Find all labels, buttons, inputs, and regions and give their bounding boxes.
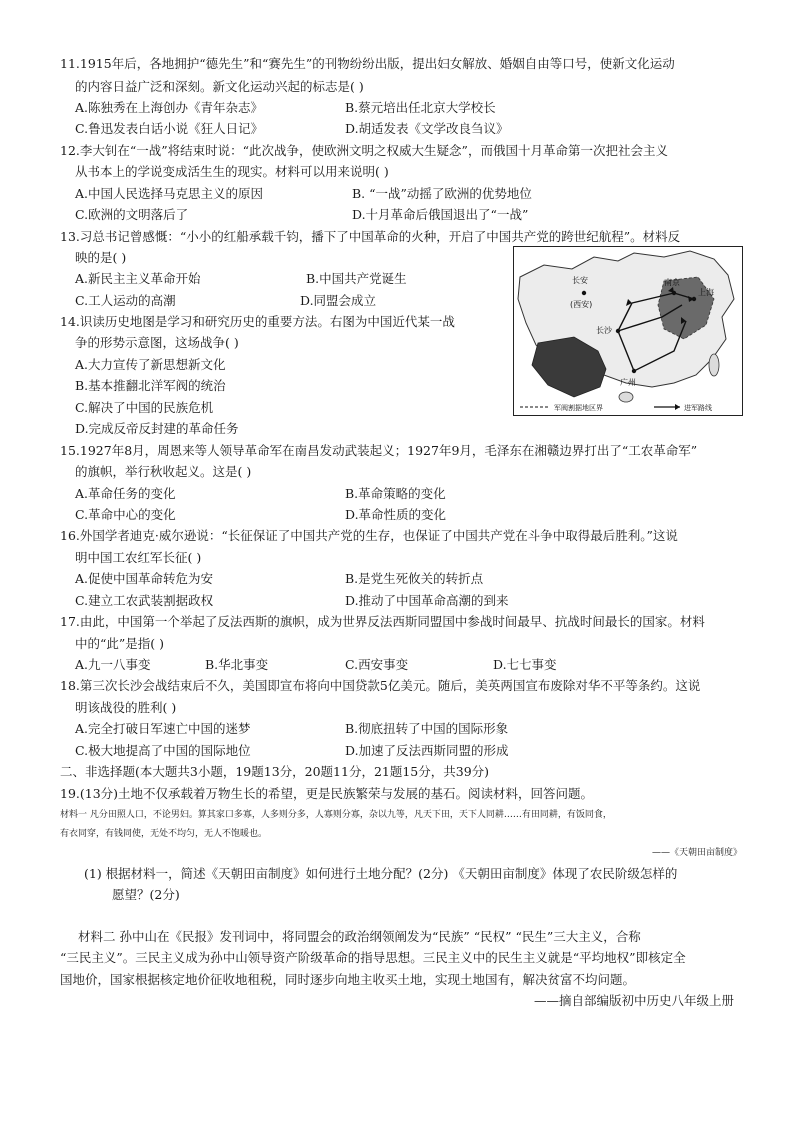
q15-option-d: D.革命性质的变化 — [345, 507, 447, 522]
q13-option-d: D.同盟会成立 — [300, 293, 377, 308]
q12-stem-1: 12.李大钊在“一战”将结束时说：“此次战争，使欧洲文明之权威大生疑念”，而俄国十月革命第一次把社会主义 — [60, 143, 668, 158]
q14-option-a: A.大力宣传了新思想新文化 — [75, 357, 226, 372]
q13-stem-2: 映的是( ) — [75, 250, 127, 265]
q15-option-b: B.革命策略的变化 — [345, 486, 446, 501]
q18-option-c: C.极大地提高了中国的国际地位 — [75, 743, 251, 758]
q15-stem-2: 的旗帜，举行秋收起义。这是( ) — [75, 464, 252, 479]
city-dot-changsha — [616, 329, 620, 333]
q11-option-a: A.陈独秀在上海创办《青年杂志》 — [75, 100, 264, 115]
hainan-shape — [619, 392, 633, 402]
q19-sub1-line-1: (1) 根据材料一，简述《天朝田亩制度》如何进行土地分配？(2分) 《天朝田亩制度》体现了农民阶级怎样的 — [84, 866, 678, 881]
q15-option-a: A.革命任务的变化 — [75, 486, 176, 501]
city-dot-guangzhou — [632, 369, 636, 373]
q11-stem-2: 的内容日益广泛和深刻。新文化运动兴起的标志是( ) — [75, 79, 364, 94]
taiwan-shape — [709, 354, 719, 376]
q18-option-a: A.完全打破日军速亡中国的迷梦 — [75, 721, 251, 736]
city-dot-nanjing — [672, 291, 676, 295]
q11-option-d: D.胡适发表《文学改良刍议》 — [345, 121, 509, 136]
q12-option-d: D.十月革命后俄国退出了“一战” — [352, 207, 529, 222]
material1-line-2: 有衣同穿，有钱同使，无处不均匀，无人不饱暖也。 — [60, 829, 268, 839]
q14-option-b: B.基本推翻北洋军阀的统治 — [75, 378, 226, 393]
q11-option-b: B.蔡元培出任北京大学校长 — [345, 100, 496, 115]
q18-option-d: D.加速了反法西斯同盟的形成 — [345, 743, 509, 758]
q12-option-a: A.中国人民选择马克思主义的原因 — [75, 186, 264, 201]
q17-option-c: C.西安事变 — [345, 657, 409, 672]
material2-line-3: 国地价，国家根据核定地价征收地租税，同时逐步向地主收买土地，实现土地国有，解决贫富不均问题。 — [60, 972, 636, 987]
q13-option-a: A.新民主主义革命开始 — [75, 271, 201, 286]
q11-stem-1: 11.1915年后，各地拥护“德先生”和“赛先生”的刊物纷纷出版，提出妇女解放、婚姻自由等口号，使新文化运动 — [60, 56, 675, 71]
q16-option-c: C.建立工农武装割据政权 — [75, 593, 214, 608]
q18-stem-2: 明该战役的胜利( ) — [75, 700, 177, 715]
q16-option-b: B.是党生死攸关的转折点 — [345, 571, 484, 586]
q17-stem-2: 中的“此”是指( ) — [75, 636, 165, 651]
q14-stem-1: 14.识读历史地图是学习和研究历史的重要方法。右图为中国近代某一战 — [60, 314, 455, 329]
q17-option-d: D.七七事变 — [493, 657, 557, 672]
map-label-shanghai: 上海 — [698, 288, 714, 297]
q15-option-c: C.革命中心的变化 — [75, 507, 176, 522]
material2-line-1: 材料二 孙中山在《民报》发刊词中，将同盟会的政治纲领阐发为“民族” “民权” “民生”三大主义，合称 — [78, 929, 641, 944]
q17-option-b: B.华北事变 — [205, 657, 269, 672]
map-label-changsha: 长沙 — [596, 326, 612, 335]
q18-stem-1: 18.第三次长沙会战结束后不久，美国即宣布将向中国贷款5亿美元。随后，美英两国宣布废除对华不平等条约。这说 — [60, 678, 701, 693]
q16-stem-2: 明中国工农红军长征( ) — [75, 550, 202, 565]
q12-option-c: C.欧洲的文明落后了 — [75, 207, 189, 222]
q14-option-c: C.解决了中国的民族危机 — [75, 400, 214, 415]
q16-option-d: D.推动了中国革命高潮的到来 — [345, 593, 509, 608]
material1-source: ——《天朝田亩制度》 — [652, 848, 743, 858]
q17-option-a: A.九一八事变 — [75, 657, 151, 672]
map-label-xian: (西安) — [570, 300, 593, 309]
q19-sub1-line-2: 愿望？(2分) — [112, 887, 180, 902]
legend-area-label: 军阀割据地区界 — [554, 404, 603, 412]
section2-header: 二、非选择题(本大题共3小题，19题13分，20题11分，21题15分，共39分) — [60, 764, 490, 779]
city-dot-changan — [582, 291, 586, 295]
q16-stem-1: 16.外国学者迪克·威尔逊说：“长征保证了中国共产党的生存，也保证了中国共产党在斗争中取得最后胜利。”这说 — [60, 528, 678, 543]
northern-expedition-map — [513, 246, 743, 416]
material2-source: ——摘自部编版初中历史八年级上册 — [534, 993, 735, 1008]
city-dot-shanghai — [692, 297, 696, 301]
q12-option-b: B. “一战”动摇了欧洲的优势地位 — [352, 186, 532, 201]
q14-stem-2: 争的形势示意图，这场战争( ) — [75, 335, 239, 350]
q13-option-c: C.工人运动的高潮 — [75, 293, 176, 308]
q11-option-c: C.鲁迅发表白话小说《狂人日记》 — [75, 121, 264, 136]
map-graphic — [514, 247, 742, 415]
map-label-guangzhou: 广州 — [620, 378, 636, 387]
q18-option-b: B.彻底扭转了中国的国际形象 — [345, 721, 509, 736]
q12-stem-2: 从书本上的学说变成活生生的现实。材料可以用来说明( ) — [75, 164, 389, 179]
q13-stem-1: 13.习总书记曾感慨：“小小的红船承载千钧，播下了中国革命的火种，开启了中国共产党的跨世纪航程”。材料反 — [60, 229, 681, 244]
legend-route-label: 进军路线 — [684, 404, 712, 412]
q14-option-d: D.完成反帝反封建的革命任务 — [75, 421, 239, 436]
legend-route-arrow — [675, 404, 680, 410]
q16-option-a: A.促使中国革命转危为安 — [75, 571, 214, 586]
material1-line-1: 材料一 凡分田照人口，不论男妇。算其家口多寡，人多则分多，人寡则分寡，杂以九等，凡天下田，天下人同耕……有田同耕，有饭同食， — [60, 810, 612, 820]
q17-stem-1: 17.由此，中国第一个举起了反法西斯的旗帜，成为世界反法西斯同盟国中参战时间最早、抗战时间最长的国家。材料 — [60, 614, 705, 629]
q19-intro: 19.(13分)土地不仅承载着万物生长的希望，更是民族繁荣与发展的基石。阅读材料，回答问题。 — [60, 786, 594, 801]
material2-line-2: “三民主义”。三民主义成为孙中山领导资产阶级革命的指导思想。三民主义中的民生主义就是“平均地权”即核定全 — [60, 950, 686, 965]
q15-stem-1: 15.1927年8月，周恩来等人领导革命军在南昌发动武装起义；1927年9月，毛泽东在湘赣边界打出了“工农革命军” — [60, 443, 698, 458]
q13-option-b: B.中国共产党诞生 — [306, 271, 407, 286]
map-label-changan: 长安 — [572, 276, 588, 285]
map-label-nanjing: 南京 — [664, 278, 680, 287]
